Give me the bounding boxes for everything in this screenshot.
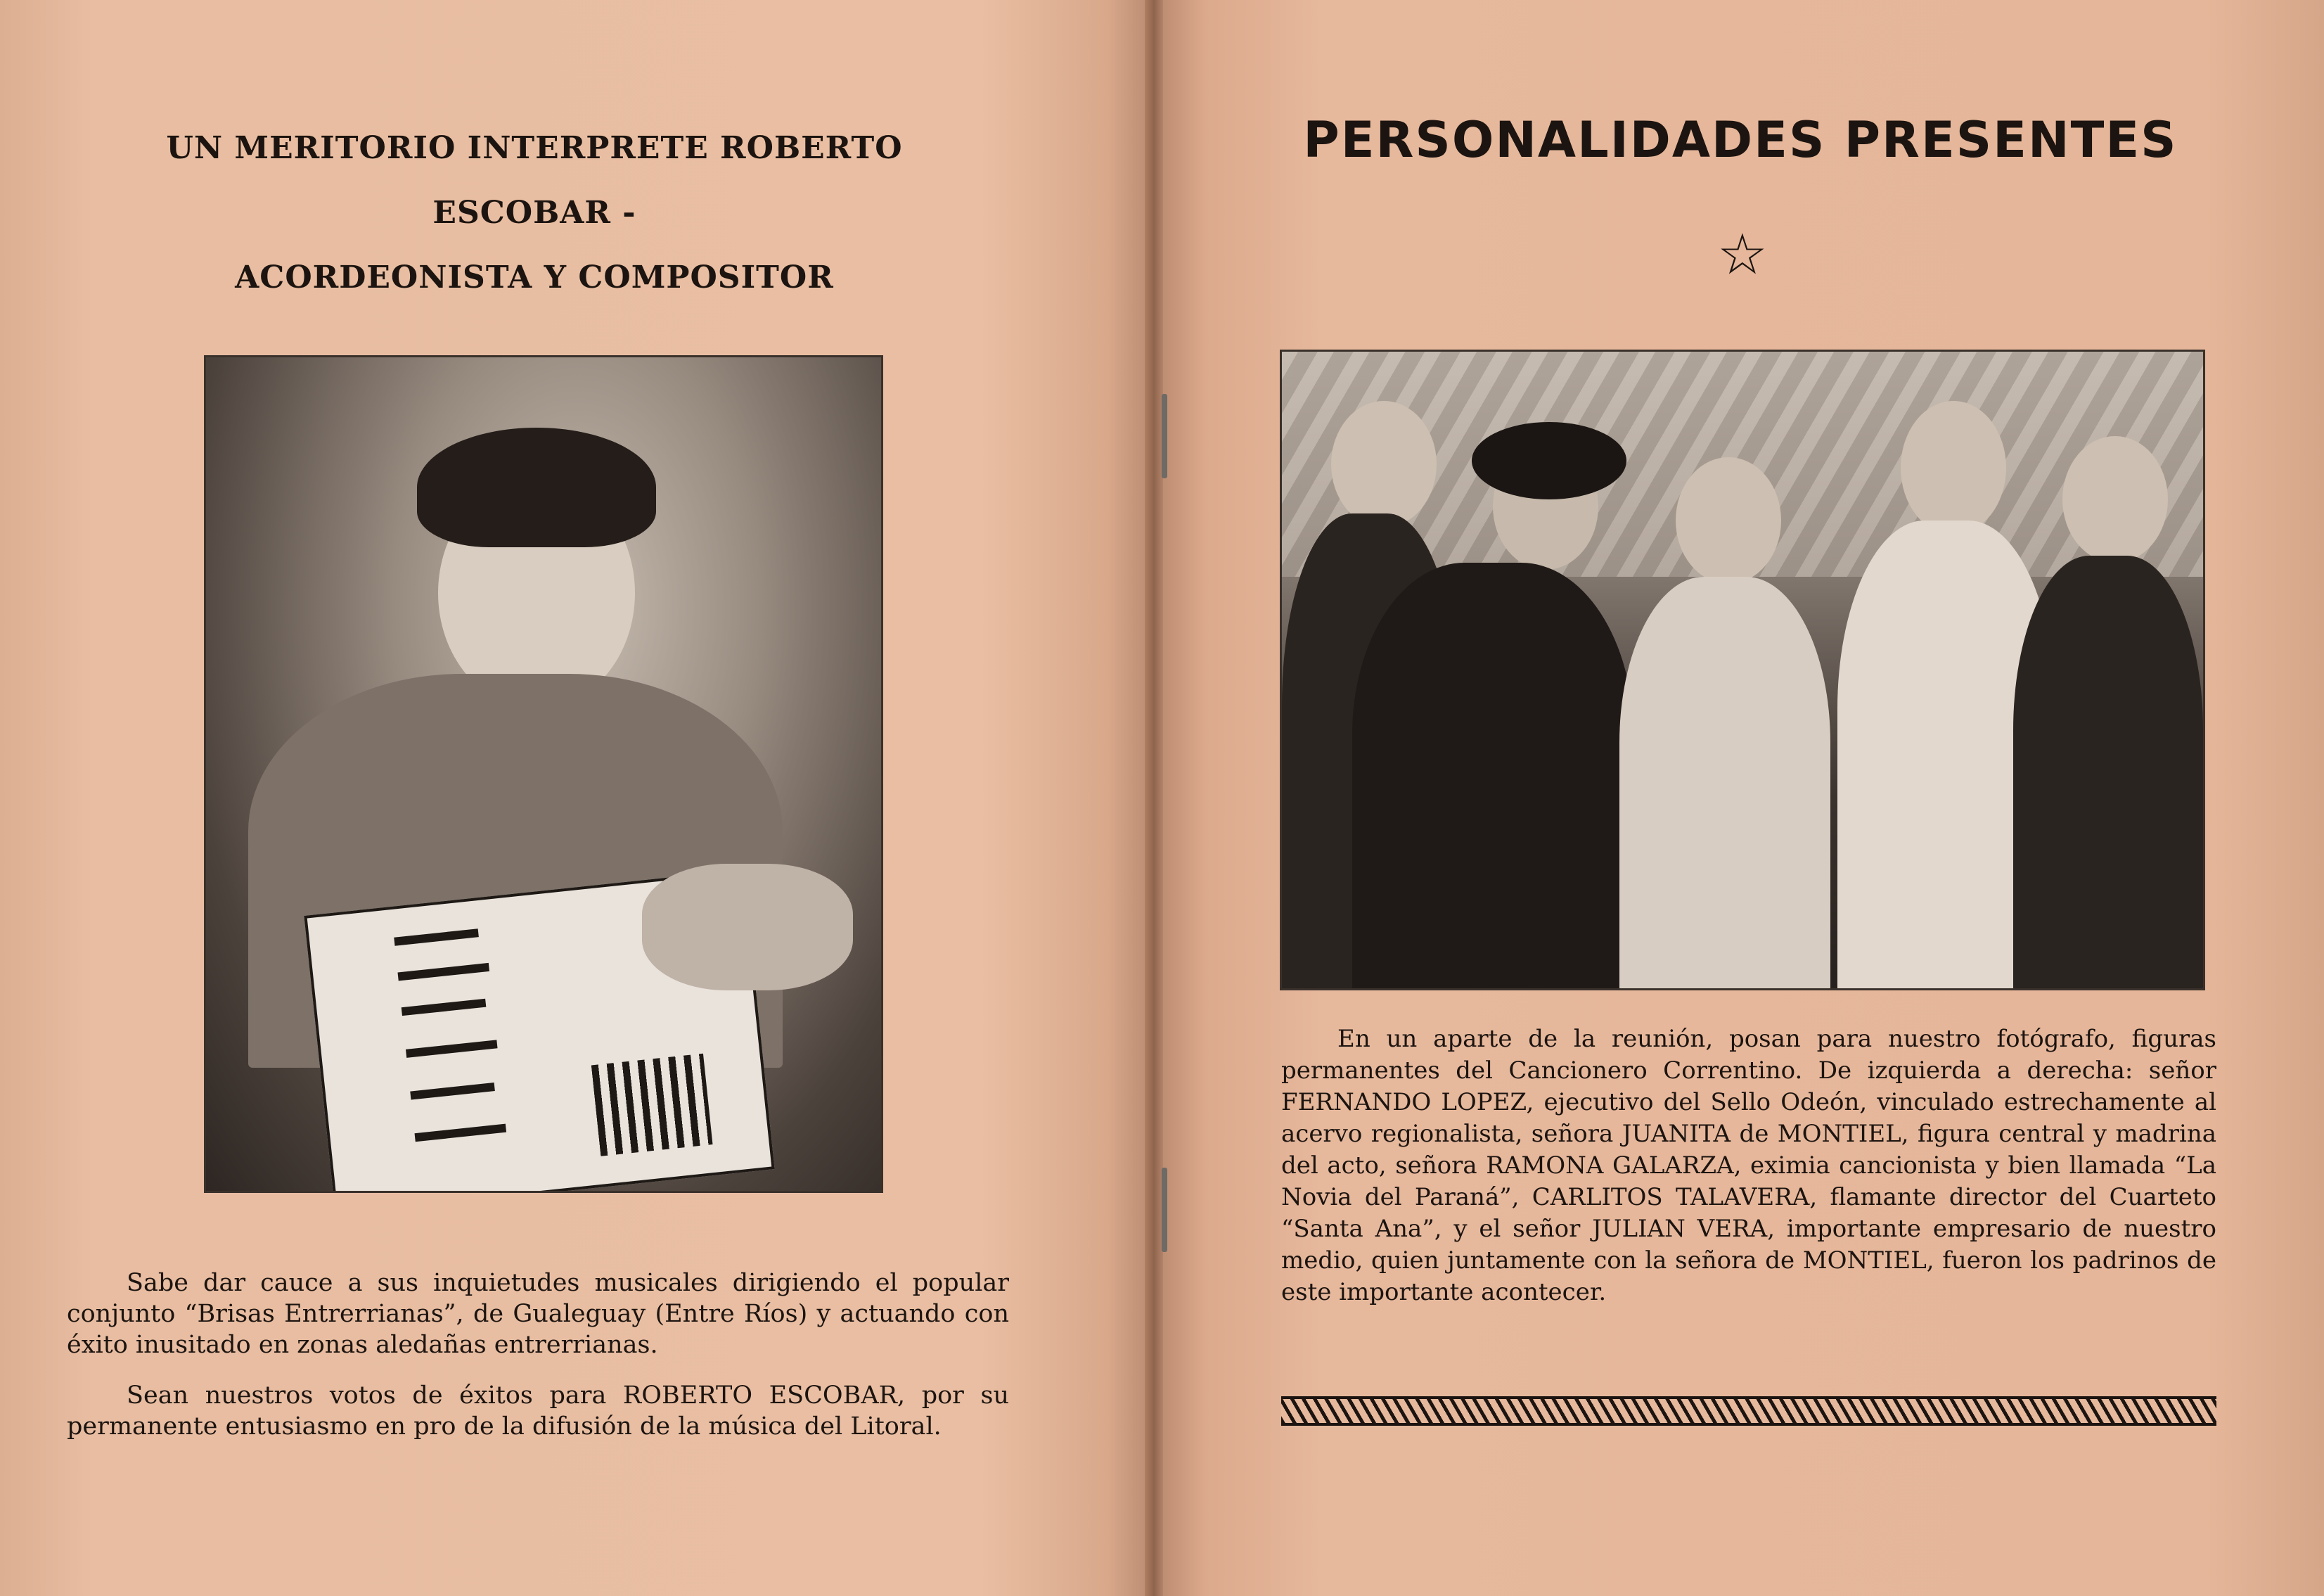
staple-bottom (1162, 1168, 1167, 1252)
portrait-hair (417, 428, 656, 547)
person-4-face (1901, 401, 2006, 535)
left-paragraph-1: Sabe dar cauce a sus inquietudes musicales dirigiendo el popular conjunto “Brisas Entrerrianas”, de Gualeguay (Entre Ríos) y actuando con éxito inusitado en zonas aledañas entrerrianas. (67, 1269, 1009, 1359)
person-1-face (1331, 401, 1437, 528)
right-caption: En un aparte de la reunión, posan para nuestro fotógrafo, figuras permanentes del Cancionero Correntino. De izquierda a derecha: señor FERNANDO LOPEZ, ejecutivo del Sello Odeón, vinculado estrechamente al acervo regionalista, señora JUANITA de MONTIEL, figura central y madrina del acto, señora RAMONA GALARZA, eximia cancionista y bien llamada “La Novia del Paraná”, CARLITOS TALAVERA, flamante director del Cuarteto “Santa Ana”, y el señor JULIAN VERA, importante empresario de nuestro medio, quien juntamente con la señora de MONTIEL, fueron los padrinos de este importante acontecer. (1281, 1025, 2216, 1306)
left-page (0, 0, 1153, 1596)
person-2-hair (1472, 422, 1626, 499)
person-5-suit (2013, 556, 2203, 990)
person-5-face (2062, 436, 2168, 563)
book-gutter (1145, 0, 1163, 1596)
person-3-face (1676, 457, 1781, 584)
left-heading-line1: UN MERITORIO INTERPRETE ROBERTO ESCOBAR - (166, 130, 903, 231)
decorative-border (1281, 1396, 2216, 1426)
left-heading-line2: ACORDEONISTA Y COMPOSITOR (235, 260, 834, 295)
person-3-dress (1619, 577, 1830, 990)
group-photo (1280, 350, 2205, 990)
right-heading: PERSONALIDADES PRESENTES (1303, 111, 2178, 169)
portrait-hands (642, 864, 853, 990)
left-paragraph-2: Sean nuestros votos de éxitos para ROBERTO ESCOBAR, por su permanente entusiasmo en pro de la difusión de la música del Litoral. (67, 1381, 1009, 1441)
star-ornament-icon: ☆ (1717, 222, 1768, 287)
accordionist-photo (204, 355, 883, 1193)
person-2-coat (1352, 563, 1633, 990)
left-heading (77, 116, 991, 310)
staple-top (1162, 394, 1167, 478)
